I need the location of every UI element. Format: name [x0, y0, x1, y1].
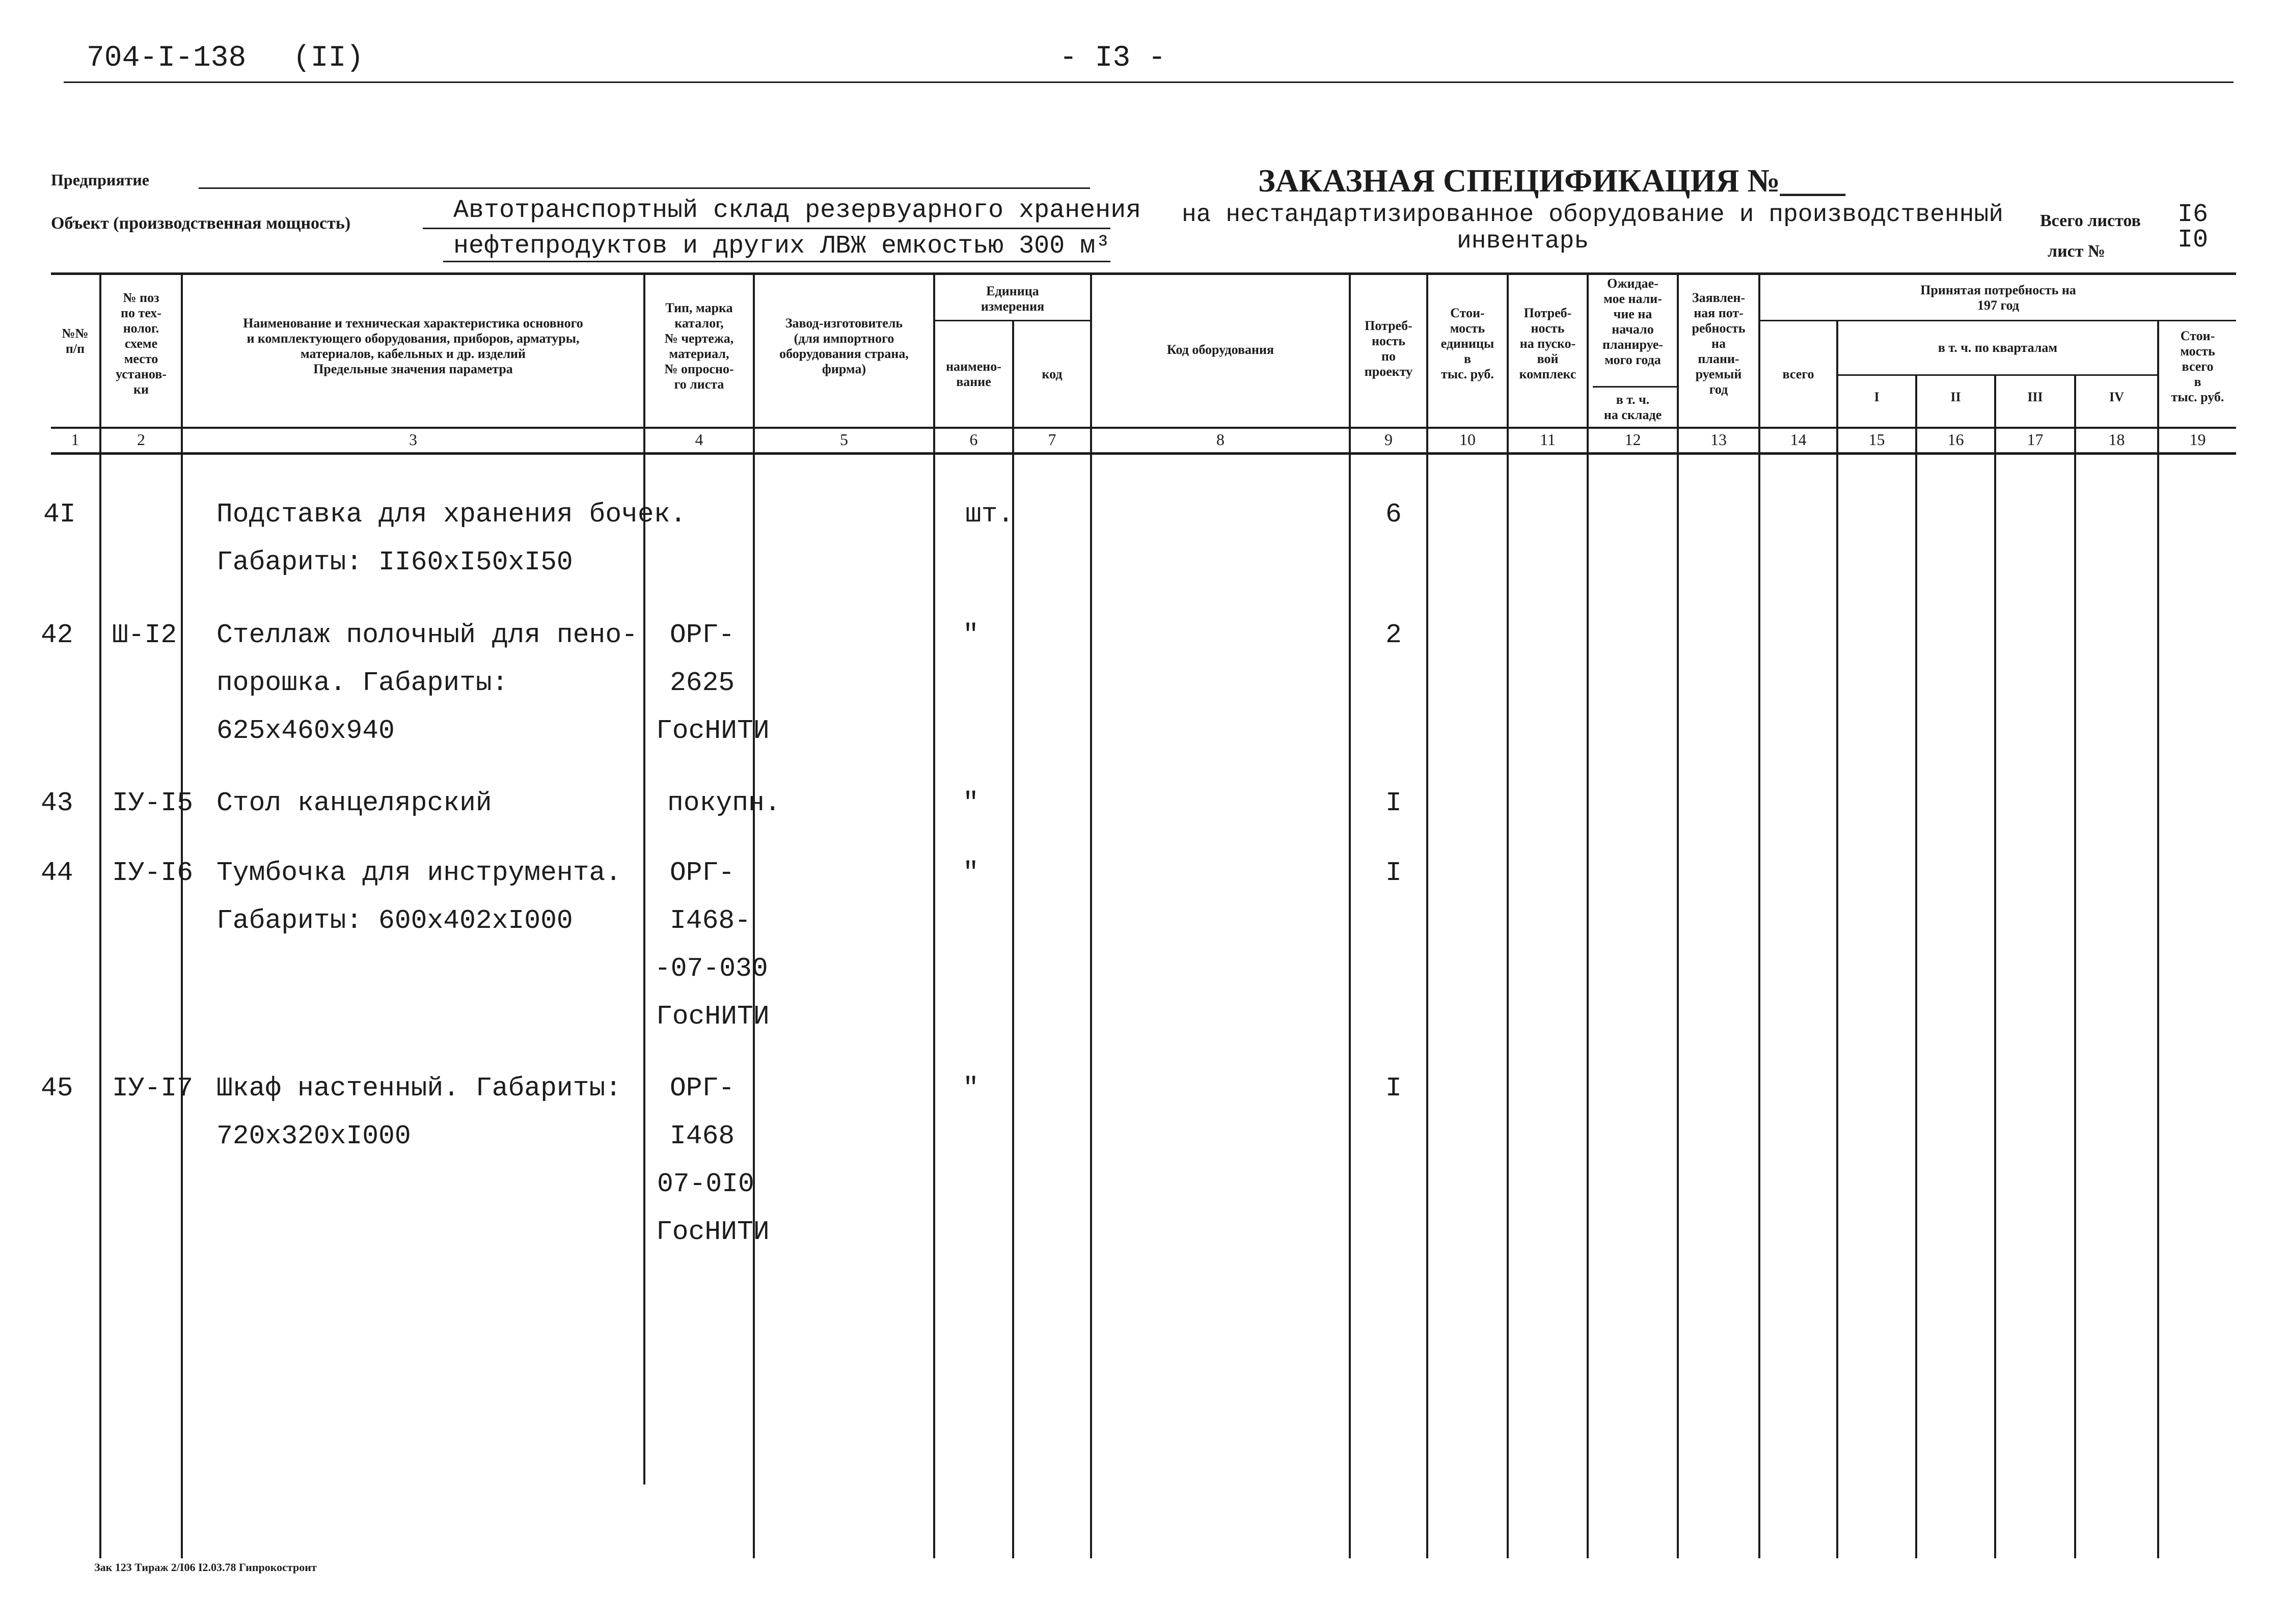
header-project-need: Потреб- ность по проекту [1364, 318, 1413, 379]
header-quarter-1: I [1874, 390, 1880, 404]
header-quarter-3: III [2027, 390, 2043, 404]
row-name-line: Стол канцелярский [216, 788, 492, 818]
header-row-number: №№ п/п [62, 326, 89, 356]
column-number: 11 [1540, 430, 1556, 449]
row-position: IУ-I5 [112, 788, 194, 818]
col-line-4 [753, 272, 755, 1558]
column-number: 9 [1384, 430, 1393, 449]
row-quantity: I [1385, 858, 1402, 888]
column-number: 17 [2027, 430, 2044, 449]
total-sheets-value: I6 [2178, 200, 2209, 229]
header-launch-need: Потреб- ность на пуско- вой комплекс [1519, 306, 1576, 381]
row-quantity: 6 [1385, 499, 1402, 530]
total-sheets-label: Всего листов [2040, 211, 2141, 230]
row-unit: шт. [965, 499, 1014, 530]
col-line-9 [1426, 272, 1428, 1558]
sheet-number-label: лист № [2048, 242, 2106, 261]
row-position: IУ-I6 [112, 858, 194, 888]
column-number: 4 [695, 430, 703, 449]
enterprise-label: Предприятие [51, 171, 149, 189]
row-name-line: Шкаф настенный. Габариты: [216, 1073, 622, 1104]
row-quantity: I [1385, 788, 1402, 818]
header-type: Тип, марка каталог, № чертежа, материал, № опросно- го листа [664, 300, 734, 392]
column-number: 3 [409, 430, 417, 449]
row-quantity: I [1385, 1073, 1402, 1104]
col-line-2 [181, 272, 183, 1558]
col-line-8 [1349, 272, 1351, 1558]
column-number: 13 [1710, 430, 1727, 449]
object-name-line2: нефтепродуктов и других ЛВЖ емкостью 300 м³ [453, 232, 1111, 261]
row-type-line: 07-0I0 [657, 1169, 754, 1199]
document-code: 704-I-138 [87, 42, 247, 75]
row-unit: " [963, 1073, 979, 1104]
column-number-rule [51, 452, 2236, 455]
header-quarter-2: II [1950, 390, 1961, 404]
col-line-7 [1090, 272, 1092, 1558]
header-total-cost: Стои- мость всего в тыс. руб. [2171, 328, 2224, 404]
enterprise-underline [199, 187, 1090, 189]
col-line-17 [2074, 374, 2076, 1558]
row-name-line: 625x460x940 [216, 715, 395, 746]
row-number: 42 [41, 620, 73, 650]
column-number: 14 [1790, 430, 1807, 449]
stock-subheader-rule [1593, 386, 1677, 388]
column-number: 10 [1459, 430, 1476, 449]
row-position: Ш-I2 [112, 620, 177, 650]
col-line-1 [99, 272, 101, 1558]
header-name: Наименование и техническая характеристика основного и комплектующего оборудования, приборов, арматуры, материалов, кабельных и др. изделий Предельные значения параметра [243, 316, 583, 376]
col-line-14 [1836, 320, 1838, 1558]
header-bottom-rule [51, 427, 2236, 429]
row-type-line: -07-030 [655, 953, 768, 984]
row-type-line: I468 [670, 1121, 735, 1151]
column-number: 7 [1048, 430, 1056, 449]
specification-subtitle-line2: инвентарь [1457, 228, 1589, 255]
row-name-line: Тумбочка для инструмента. [216, 858, 622, 888]
table-top-rule [51, 272, 2236, 275]
header-total: всего [1782, 367, 1814, 381]
column-number: 6 [969, 430, 978, 449]
row-type-line: I468- [670, 905, 751, 936]
object-name-line1: Автотранспортный склад резервуарного хранения [453, 196, 1141, 225]
col-line-5 [933, 272, 935, 1558]
unit-subheader-rule [933, 320, 1090, 321]
object-label: Объект (производственная мощность) [51, 214, 351, 233]
col-line-16 [1994, 374, 1996, 1558]
row-position: IУ-I7 [112, 1073, 194, 1104]
row-unit: " [963, 620, 979, 650]
header-quarter-4: IV [2109, 390, 2124, 404]
row-number: 4I [43, 499, 76, 530]
col-line-11 [1587, 272, 1589, 1558]
col-line-10 [1507, 272, 1509, 1558]
row-type-line: ГосНИТИ [656, 1217, 770, 1247]
row-unit: " [963, 788, 979, 818]
header-position: № поз по тех- нолог. схеме место установ- ки [116, 290, 167, 397]
header-quarters-group: в т. ч. по кварталам [1938, 340, 2058, 355]
row-name-line: Стеллаж полочный для пено- [216, 620, 638, 650]
header-equipment-code: Код оборудования [1166, 342, 1274, 357]
specification-subtitle-line1: на нестандартизированное оборудование и производственный [1182, 201, 2004, 229]
header-unit-group: Единица измерения [981, 284, 1045, 314]
print-note: Зак 123 Тираж 2/I06 I2.03.78 Гипрокостроит [94, 1561, 317, 1574]
column-number: 2 [137, 430, 145, 449]
header-manufacturer: Завод-изготовитель (для импортного оборудования страна, фирма) [779, 316, 909, 376]
col-line-15 [1915, 374, 1917, 1558]
header-unit-code: код [1042, 367, 1063, 381]
document-suffix: (II) [293, 42, 364, 75]
sheet-number-value: I0 [2178, 226, 2209, 255]
quarter-subheader-rule [1836, 374, 2157, 376]
col-line-13 [1758, 272, 1760, 1558]
row-type-line: ГосНИТИ [656, 715, 770, 746]
column-number: 8 [1216, 430, 1224, 449]
header-in-warehouse: в т. ч. на складе [1603, 392, 1662, 422]
row-number: 44 [41, 858, 73, 888]
column-number: 5 [840, 430, 848, 449]
header-unit-name: наимено- вание [946, 359, 1001, 389]
column-number: 19 [2189, 430, 2206, 449]
row-name-line: Габариты: 600x402xI000 [216, 905, 573, 936]
row-type-line: ОРГ- [670, 858, 735, 888]
row-name-line: Габариты: II60xI50xI50 [216, 547, 573, 577]
row-type-line: 2625 [670, 668, 735, 698]
row-quantity: 2 [1385, 620, 1402, 650]
row-type-line: ГосНИТИ [656, 1001, 770, 1032]
row-type-line: ОРГ- [670, 1073, 735, 1104]
row-name-line: 720x320xI000 [216, 1121, 411, 1151]
column-number: 16 [1947, 430, 1964, 449]
column-number: 18 [2108, 430, 2125, 449]
row-type-line: покупн. [667, 788, 781, 818]
header-unit-cost: Стои- мость единицы в тыс. руб. [1440, 306, 1494, 381]
header-declared-need: Заявлен- ная пот- ребность на плани- руемый год [1692, 290, 1746, 397]
object-underline [423, 228, 1110, 229]
row-type-line: ОРГ- [670, 620, 735, 650]
accepted-subheader-rule [1760, 320, 2236, 321]
header-expected-stock: Ожидае- мое нали- чие на начало планируе- мого года [1602, 276, 1664, 367]
col-line-3 [643, 272, 645, 1484]
col-line-12 [1677, 272, 1679, 1558]
row-unit: " [963, 858, 979, 888]
column-number: 1 [71, 430, 79, 449]
column-number: 15 [1868, 430, 1885, 449]
header-accepted-need-group: Принятая потребность на 197 год [1920, 283, 2076, 313]
object-underline-2 [443, 261, 1110, 262]
header-rule [64, 81, 2234, 83]
page-number: - I3 - [1059, 42, 1166, 75]
column-number: 12 [1624, 430, 1641, 449]
row-number: 43 [41, 788, 73, 818]
row-name-line: порошка. Габариты: [216, 668, 508, 698]
row-number: 45 [41, 1073, 73, 1104]
row-name-line: Подставка для хранения бочек. [216, 499, 687, 530]
specification-title: ЗАКАЗНАЯ СПЕЦИФИКАЦИЯ №____ [1258, 162, 1845, 199]
col-line-18 [2157, 320, 2159, 1558]
